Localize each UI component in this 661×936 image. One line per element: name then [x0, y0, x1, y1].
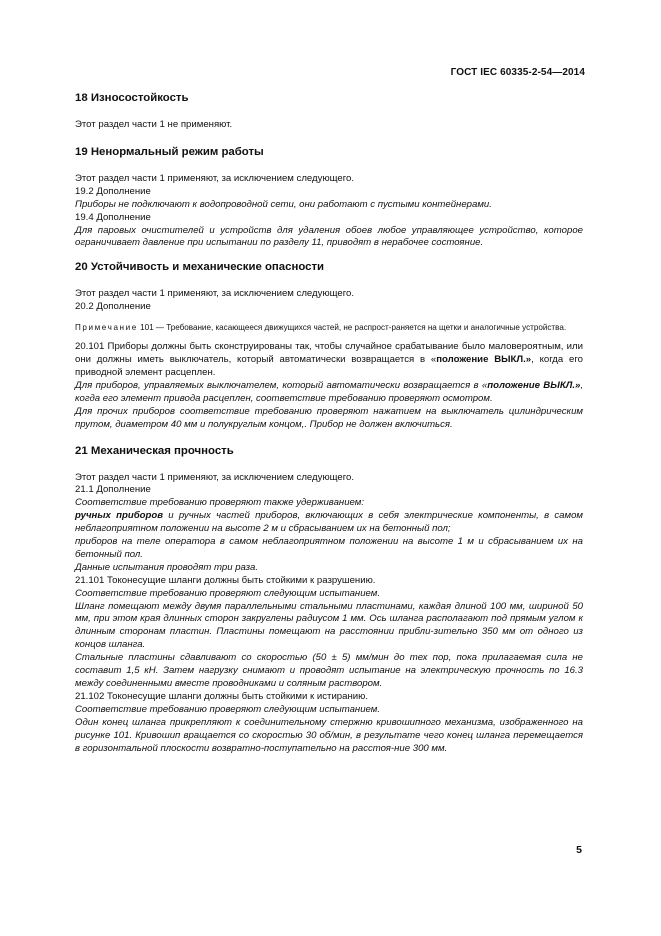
section-20-title: 20 Устойчивость и механические опасности	[75, 261, 325, 274]
paragraph: 21.101 Токонесущие шланги должны быть стойкими к разрушению.	[75, 574, 376, 586]
bold-term: ручных приборов	[75, 510, 164, 522]
document-body	[75, 91, 583, 755]
text-span: 20.101 Приборы должны быть сконструированы так, чтобы случайное срабатывание было маловероятным, или они должны иметь выключатель, который автоматически возвращается в «	[75, 341, 583, 366]
section-19-title: 19 Ненормальный режим работы	[75, 145, 264, 158]
text-span: и ручных частей приборов, включающих в себя электрические компоненты, в самом неблагоприятном положении на высоте 2 м и сбрасыванием их на бетонный пол;	[75, 510, 583, 535]
paragraph	[75, 341, 583, 380]
standard-header: ГОСТ IEC 60335-2-54—2014	[450, 67, 585, 78]
bold-term: положение ВЫКЛ.»	[487, 379, 581, 391]
paragraph: Этот раздел части 1 применяют, за исключением следующего.	[75, 471, 355, 483]
paragraph-italic: Приборы не подключают к водопроводной сети, они работают с пустыми контейнерами.	[75, 198, 492, 210]
paragraph: 19.4 Дополнение	[75, 211, 151, 223]
paragraph: 21.102 Токонесущие шланги должны быть стойкими к истиранию.	[75, 690, 368, 702]
text-span: , когда его приводной элемент расцеплен.	[75, 354, 583, 378]
paragraph: Этот раздел части 1 применяют, за исключением следующего.	[75, 288, 355, 300]
paragraph-italic	[75, 380, 583, 406]
text-span: Для приборов, управляемых выключателем, который автоматически возвращается в «	[75, 379, 488, 391]
text-span: , когда его элемент привода расцеплен, соответствие требованию проверяют осмотром.	[75, 379, 583, 404]
note-text: 101 — Требование, касающееся движущихся частей, не распрост-раняется на щетки и аналогичные устройства.	[140, 323, 567, 333]
paragraph-italic: Для прочих приборов соответствие требованию проверяют нажатием на выключатель цилиндрическим прутом, диаметром 40 мм и полукруглым концом,. Прибор не должен включиться.	[75, 405, 583, 430]
paragraph-italic: приборов на теле оператора в самом неблагоприятном положении на высоте 1 м и сбрасыванием их на бетонный пол.	[75, 536, 583, 560]
paragraph: 21.1 Дополнение	[75, 484, 151, 496]
paragraph-italic: Стальные пластины сдавливают со скоростью (50 ± 5) мм/мин до тех пор, пока прилагаемая сила не составит 1,5 кН. Затем нагрузку снимают и проводят испытание на электрическую прочность по 16.3 между соединенными вместе проводниками и соляным раствором.	[75, 652, 583, 689]
section-21-title: 21 Механическая прочность	[75, 444, 234, 457]
paragraph: Этот раздел части 1 не применяют.	[75, 119, 233, 130]
paragraph-italic: Соответствие требованию проверяют следующим испытанием.	[75, 587, 381, 599]
section-18-title: 18 Износостойкость	[75, 92, 189, 104]
bold-term: положение ВЫКЛ.»	[436, 354, 532, 366]
paragraph: 20.2 Дополнение	[75, 301, 151, 313]
paragraph-italic: Один конец шланга прикрепляют к соединительному стержню кривошипного механизма, изображенного на рисунке 101. Кривошип вращается со скоростью 30 об/мин, в результате чего конец шланга перемещается в горизонтальной плоскости возвратно-поступательно на расстоя-ние 300 мм.	[75, 716, 583, 754]
paragraph-italic: Данные испытания проводят три раза.	[75, 561, 259, 573]
note	[75, 322, 583, 333]
paragraph: 19.2 Дополнение	[75, 185, 151, 197]
paragraph-italic	[75, 510, 583, 536]
paragraph-italic: Шланг помещают между двумя параллельными стальными пластинами, каждая длиной 100 мм, шириной 50 мм, при этом края длинных сторон закруглены радиусом 1 мм. Ось шланга располагают под прямым углом к длинным сторонам пластин. Пластины помещают на расстоянии прибли-зительно 350 мм от одного из концов шланга.	[75, 600, 583, 651]
paragraph-italic: Соответствие требованию проверяют также удерживанием:	[75, 497, 365, 509]
paragraph: Этот раздел части 1 применяют, за исключением следующего.	[75, 172, 355, 184]
page-number: 5	[576, 844, 582, 856]
paragraph-italic: Для паровых очистителей и устройств для удаления обоев любое управляющее устройство, которое ограничивает давление при испытании по разделу 11, приводят в нерабочее состояние.	[75, 224, 583, 249]
paragraph-italic: Соответствие требованию проверяют следующим испытанием.	[75, 703, 381, 715]
note-label: Примечание	[75, 323, 138, 333]
